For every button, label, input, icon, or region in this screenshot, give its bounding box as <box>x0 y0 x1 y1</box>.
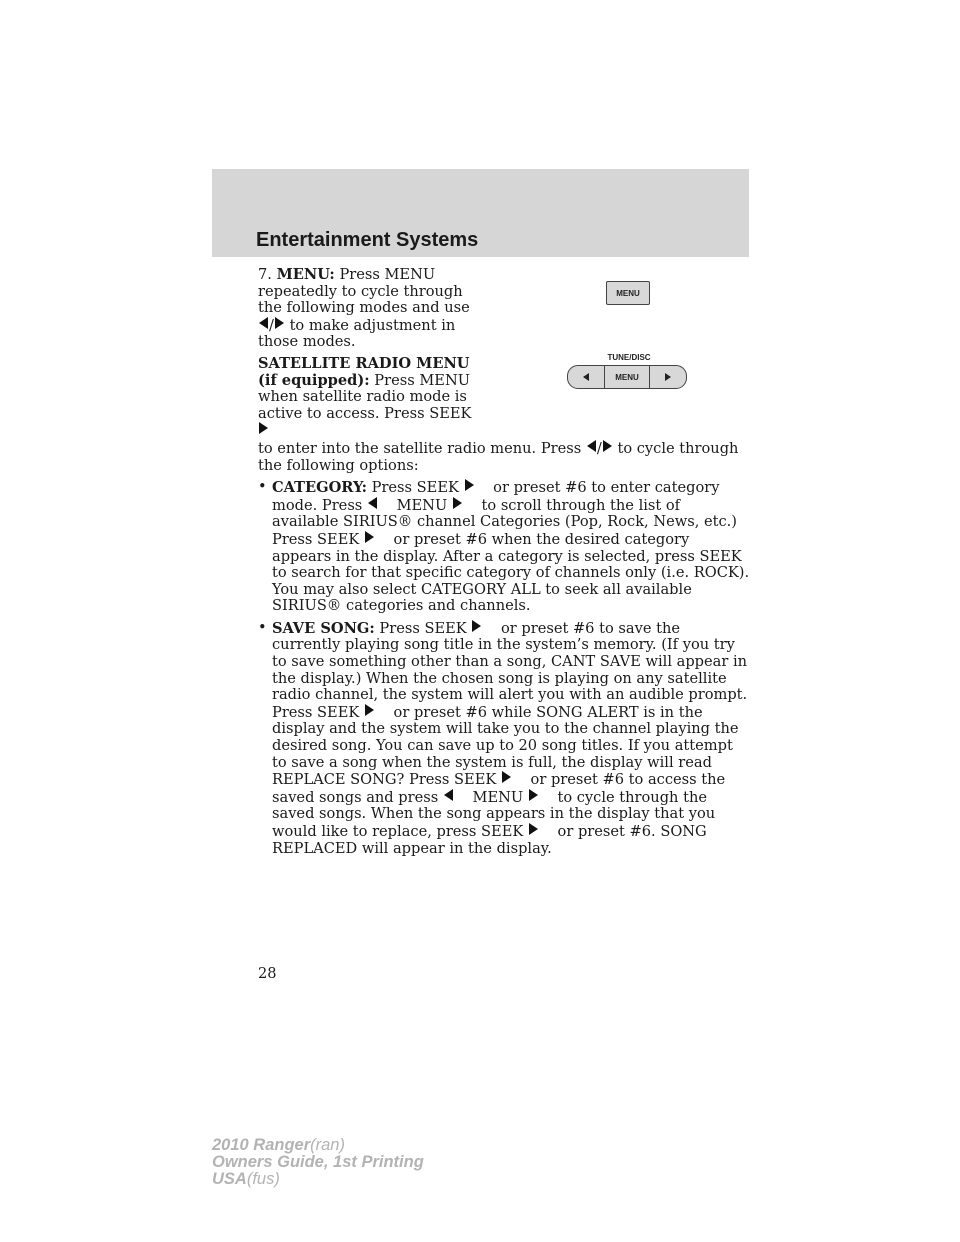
section-header <box>212 169 749 257</box>
menu-paragraph: 7. MENU: Press MENU repeatedly to cycle through the following modes and use / to make adjustment in those modes. <box>258 266 470 351</box>
footer <box>212 1137 424 1188</box>
seek-right-icon <box>275 317 284 329</box>
category-label: CATEGORY: <box>272 479 367 497</box>
footer-model-code: (ran) <box>310 1136 345 1154</box>
menu-label: MENU: <box>276 266 335 283</box>
rocker-center-label: MENU <box>615 372 639 382</box>
seek-right-icon <box>465 479 474 491</box>
footer-guide: Owners Guide, 1st Printing <box>212 1153 424 1171</box>
menu-button-label: MENU <box>616 288 640 298</box>
seek-right-icon <box>529 823 538 835</box>
footer-model: 2010 Ranger <box>212 1136 311 1154</box>
seek-right-icon <box>502 771 511 783</box>
save-song-label: SAVE SONG: <box>272 619 375 637</box>
seek-right-icon <box>453 497 462 509</box>
seek-right-icon <box>259 422 268 434</box>
category-item: • CATEGORY: Press SEEK or preset #6 to enter category mode. Press MENU to scroll through the list of available SIRIUS® channel Categories (Pop, Rock, News, etc.) Press SEEK or preset #6 when the desired category appears in the display. After a category is selected, press SEEK to search for that specific category of channels only (i.e. ROCK). You may also select CATEGORY ALL to seek all available SIRIUS® categories and channels. <box>258 478 750 615</box>
bullet: • <box>258 618 267 636</box>
satellite-menu-label: SATELLITE RADIO MENU (if equipped): <box>258 354 470 389</box>
seek-right-icon <box>529 789 538 801</box>
seek-left-icon <box>259 317 268 329</box>
section-title: Entertainment Systems <box>256 229 479 251</box>
bullet: • <box>258 478 267 496</box>
tune-disc-label: TUNE/DISC <box>607 353 651 362</box>
footer-market-code: (fus) <box>246 1170 280 1188</box>
seek-right-icon <box>472 620 481 632</box>
satellite-menu-paragraph: SATELLITE RADIO MENU (if equipped): Press MENU when satellite radio mode is active to access. Press SEEK to enter into the satellite radio menu. Press / to cycle through the following options: <box>258 354 739 474</box>
page-number: 28 <box>258 965 277 982</box>
body-text <box>258 267 750 862</box>
seek-left-icon <box>368 497 377 509</box>
seek-left-icon <box>587 440 596 452</box>
save-song-item: • SAVE SONG: Press SEEK or preset #6 to save the currently playing song title in the system’s memory. (If you try to save something other than a song, CANT SAVE will appear in the display.) When the chosen song is playing on any satellite radio channel, the system will alert you with an audible prompt. Press SEEK or preset #6 while SONG ALERT is in the display and the system will take you to the channel playing the desired song. You can save up to 20 song titles. If you attempt to save a song when the system is full, the display will read REPLACE SONG? Press SEEK or preset #6 to access the saved songs and press MENU to cycle through the saved songs. When the song appears in the display that you would like to replace, press SEEK or preset #6. SONG REPLACED will appear in the display. <box>258 618 748 857</box>
seek-right-icon <box>365 704 374 716</box>
footer-market: USA <box>212 1170 247 1188</box>
seek-right-icon <box>365 531 374 543</box>
seek-right-icon <box>603 440 612 452</box>
seek-left-icon <box>444 789 453 801</box>
